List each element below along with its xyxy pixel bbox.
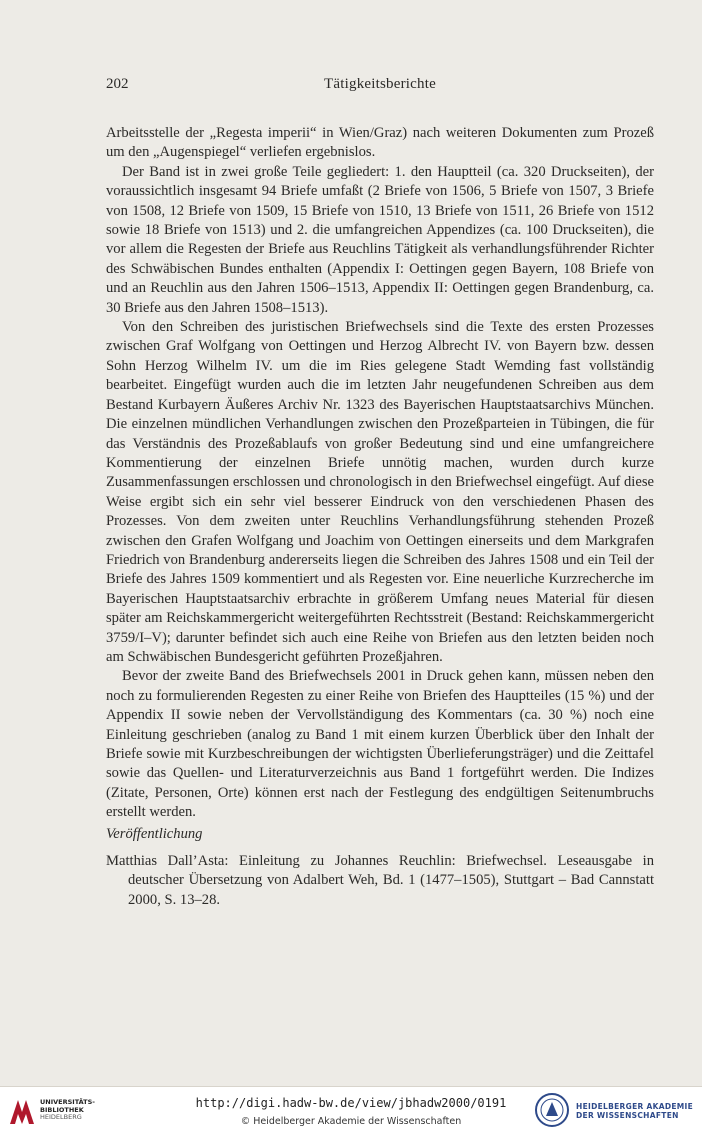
academy-logo[interactable] — [534, 1091, 694, 1131]
section-heading: Veröffentlichung — [106, 826, 203, 842]
bibliography-entry: Matthias Dall’Asta: Einleitung zu Johannes Reuchlin: Briefwechsel. Leseausgabe in deutscher Übersetzung von Adalbert Weh, Bd. 1 (1477–1505), Stuttgart – Bad Cannstatt 2000, S. 13–28. — [106, 853, 654, 908]
paragraph: Bevor der zweite Band des Briefwechsels 2001 in Druck gehen kann, müssen neben den noch zu formulierenden Regesten zu einer Reihe von Briefen des Hauptteiles (15 %) und der Appendix II sowie neben der Vervollständigung des Kommentars (ca. 30 %) noch eine Einleitung geschrieben (analog zu Band 1 mit einem kurzen Überblick über den Inhalt der Briefe sowie mit Kurzbeschreibungen der wichtigsten Überlieferungsträger) und die Zeittafel sowie das Quellen- und Literaturverzeichnis aus Band 1 fortgeführt werden. Die Indizes (Zitate, Personen, Orte) können erst nach der Festlegung des endgültigen Seitenumbruchs erstellt werden. — [106, 668, 654, 821]
academy-line: HEIDELBERGER AKADEMIE — [576, 1102, 694, 1111]
library-line: UNIVERSITÄTS- — [40, 1098, 95, 1106]
library-line: HEIDELBERG — [40, 1113, 82, 1121]
page-header — [106, 76, 654, 96]
paragraph: Arbeitsstelle der „Regesta imperii“ in Wien/Graz) nach weiteren Dokumenten zum Prozeß um den „Augenspiegel“ verliefen ergebnislos. — [106, 125, 654, 161]
viewer-footer — [0, 1086, 702, 1134]
page-number: 202 — [106, 76, 129, 92]
permalink-url[interactable]: http://digi.hadw-bw.de/view/jbhadw2000/0191 — [195, 1096, 507, 1110]
academy-seal-icon — [534, 1092, 570, 1128]
paragraph: Von den Schreiben des juristischen Briefwechsels sind die Texte des ersten Prozesses zwischen Graf Wolfgang von Oettingen und Herzog Albrecht IV. von Bayern bzw. dessen Sohn Herzog Wilhelm IV. um die im Ries gelegene Stadt Wemding fast vollständig bearbeitet. Eingefügt wurden auch die im letzten Jahr neugefundenen Schreiben aus dem Bestand Kurbayern Äußeres Archiv Nr. 1323 des Bayerischen Hauptstaatsarchivs München. Die einzelnen mündlichen Verhandlungen zwischen den Prozeßparteien in Tübingen, die für das Verständnis des Prozeßablaufs von großer Bedeutung sind und eine umfangreichere Kommentierung der einzelnen Briefe unnötig machen, wurden durch kurze Zusammenfassungen erschlossen und chronologisch in den Briefwechsel eingefügt. Auf diese Weise ergibt sich ein sehr viel besserer Eindruck von den verschiedenen Phasen des Prozesses. Von dem zweiten unter Reuchlins Verhandlungsführung stehenden Prozeß zwischen den Grafen Wolfgang und Joachim von Oettingen einerseits und dem Markgrafen Friedrich von Brandenburg andererseits liegen die Schreiben des Jahres 1508 und ein Teil der Briefe des Jahres 1509 kommentiert und als Regesten vor. Eine neuerliche Kurzrecherche im Bayerischen Hauptstaatsarchiv erbrachte in größerem Umfang neues Material für diesen später am Reichskammergericht weitergeführten Rechtsstreit (Bestand: Reichskammergericht 3759/I–V); darunter befindet sich auch eine Reihe von Briefen aus den letzten beiden noch am Schwäbischen Bundesgericht geführten Prozeßjahren. — [106, 319, 654, 665]
library-line: BIBLIOTHEK — [40, 1105, 84, 1114]
academy-line: DER WISSENSCHAFTEN — [576, 1111, 679, 1120]
copyright-notice: © Heidelberger Akademie der Wissenschaften — [240, 1116, 462, 1127]
running-title: Tätigkeitsberichte — [324, 76, 436, 92]
body-text — [106, 124, 654, 823]
academy-name — [576, 1102, 693, 1120]
paragraph: Der Band ist in zwei große Teile gegliedert: 1. den Hauptteil (ca. 320 Druckseiten), der voraussichtlich insgesamt 94 Briefe umfaßt (2 Briefe von 1506, 5 Briefe von 1507, 3 Briefe von 1508, 12 Briefe von 1509, 15 Briefe von 1510, 13 Briefe von 1511, 26 Briefe von 1512 sowie 18 Briefe von 1513) und 2. die umfangreichen Appendizes (ca. 100 Druckseiten), die vor allem die Regesten der Briefe aus Reuchlins Tätigkeit als verhandlungsführender Richter des Schwäbischen Bundes enthalten (Appendix I: Oettingen gegen Bayern, 108 Briefe von und an Reuchlin aus den Jahren 1506–1513, Appendix II: Oettingen gegen Brandenburg, ca. 30 Briefe aus den Jahren 1508–1513). — [106, 163, 654, 316]
